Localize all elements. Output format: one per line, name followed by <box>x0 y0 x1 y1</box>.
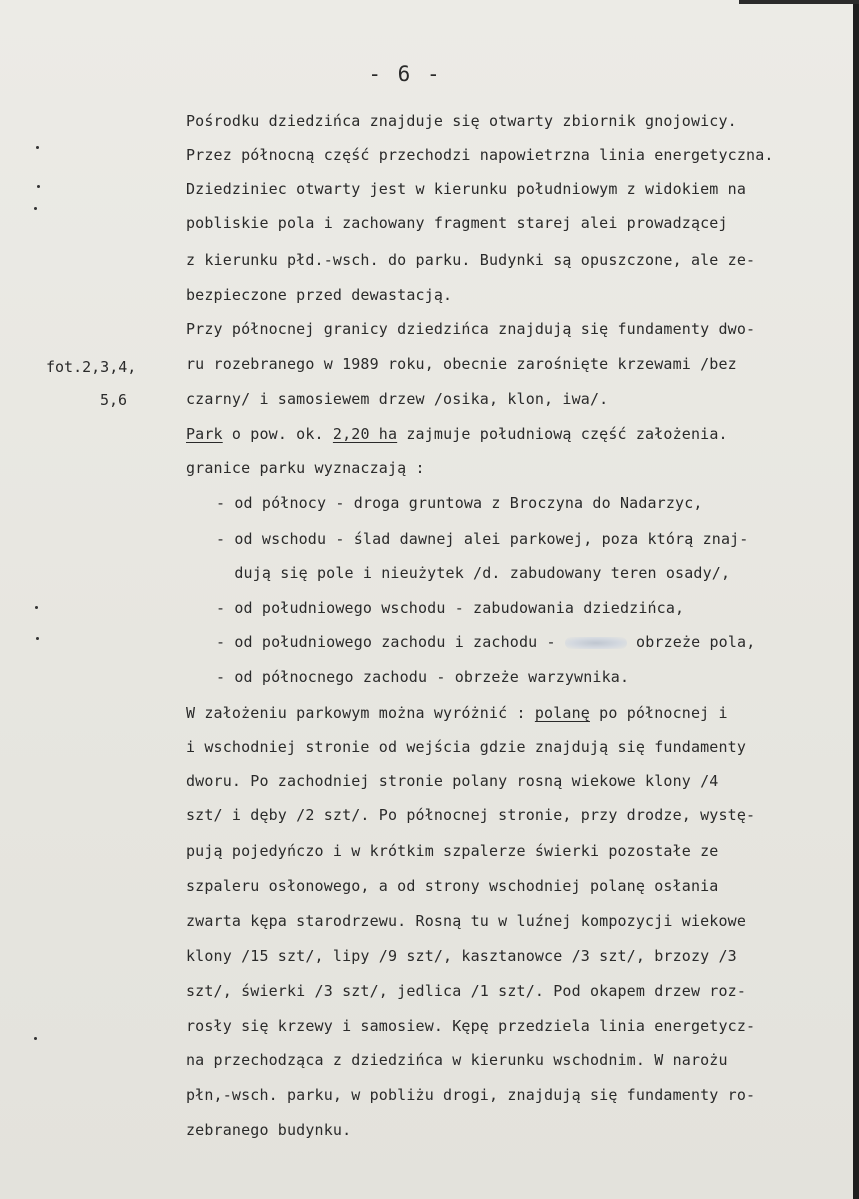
text-line: granice parku wyznaczają : <box>186 459 425 477</box>
text-line: z kierunku płd.-wsch. do parku. Budynki są opuszczone, ale ze- <box>186 251 756 269</box>
park-area: 2,20 ha <box>332 425 398 443</box>
redacted-word <box>565 637 627 649</box>
text-line: płn,-wsch. parku, w pobliżu drogi, znajdują się fundamenty ro- <box>186 1086 756 1104</box>
text-line: szt/, świerki /3 szt/, jedlica /1 szt/. Pod okapem drzew roz- <box>186 982 747 1000</box>
scan-speck <box>34 1037 37 1040</box>
scan-speck <box>36 146 39 149</box>
text-line: ru rozebranego w 1989 roku, obecnie zarośnięte krzewami /bez <box>186 355 737 373</box>
scan-speck <box>34 207 37 210</box>
text-line: rosły się krzewy i samosiew. Kępę przedziela linia energetycz- <box>186 1017 756 1035</box>
scan-edge <box>853 0 859 1199</box>
list-item-cont: dują się pole i nieużytek /d. zabudowany teren osady/, <box>216 564 731 582</box>
text-line: szt/ i dęby /2 szt/. Po północnej stronie, przy drodze, wystę- <box>186 806 756 824</box>
list-item: - od wschodu - ślad dawnej alei parkowej, poza którą znaj- <box>216 530 749 548</box>
text-line: pują pojedyńczo i w krótkim szpalerze świerki pozostałe ze <box>186 842 719 860</box>
list-item: - od południowego wschodu - zabudowania dziedzińca, <box>216 599 685 617</box>
list-item: - od północy - droga gruntowa z Broczyna do Nadarzyc, <box>216 494 703 512</box>
list-item: - od południowego zachodu i zachodu - obrzeże pola, <box>216 633 756 651</box>
text-line: na przechodząca z dziedzińca w kierunku wschodnim. W narożu <box>186 1051 728 1069</box>
scan-speck <box>37 185 40 188</box>
polana-term: polanę <box>534 704 590 722</box>
text-line: dworu. Po zachodniej stronie polany rosną wiekowe klony /4 <box>186 772 719 790</box>
text-line: Dziedziniec otwarty jest w kierunku południowym z widokiem na <box>186 180 747 198</box>
text-line: czarny/ i samosiewem drzew /osika, klon, iwa/. <box>186 390 609 408</box>
text-line: Pośrodku dziedzińca znajduje się otwarty zbiornik gnojowicy. <box>186 112 737 130</box>
margin-note-photos: fot.2,3,4, <box>46 358 137 376</box>
scan-speck <box>36 637 39 640</box>
text-line: klony /15 szt/, lipy /9 szt/, kasztanowce /3 szt/, brzozy /3 <box>186 947 737 965</box>
text-line: W założeniu parkowym można wyróżnić : polanę po północnej i <box>186 704 728 722</box>
text-line: zebranego budynku. <box>186 1121 352 1139</box>
text-line: i wschodniej stronie od wejścia gdzie znajdują się fundamenty <box>186 738 747 756</box>
scan-edge-top <box>739 0 859 4</box>
text-line: pobliskie pola i zachowany fragment starej alei prowadzącej <box>186 214 728 232</box>
text-line: zwarta kępa starodrzewu. Rosną tu w luźnej kompozycji wiekowe <box>186 912 747 930</box>
list-item: - od północnego zachodu - obrzeże warzywnika. <box>216 668 630 686</box>
scan-speck <box>35 606 38 609</box>
page-number: - 6 - <box>368 62 442 86</box>
text-line: Przy północnej granicy dziedzińca znajdują się fundamenty dwo- <box>186 320 756 338</box>
text-line: Przez północną część przechodzi napowietrzna linia energetyczna. <box>186 146 774 164</box>
margin-note-photos-cont: 5,6 <box>100 391 128 409</box>
text-line-park: Park o pow. ok. 2,20 ha zajmuje południową część założenia. <box>186 425 728 443</box>
text-line: bezpieczone przed dewastacją. <box>186 286 453 304</box>
text-line: szpaleru osłonowego, a od strony wschodniej polanę osłania <box>186 877 719 895</box>
park-term: Park <box>186 425 223 443</box>
